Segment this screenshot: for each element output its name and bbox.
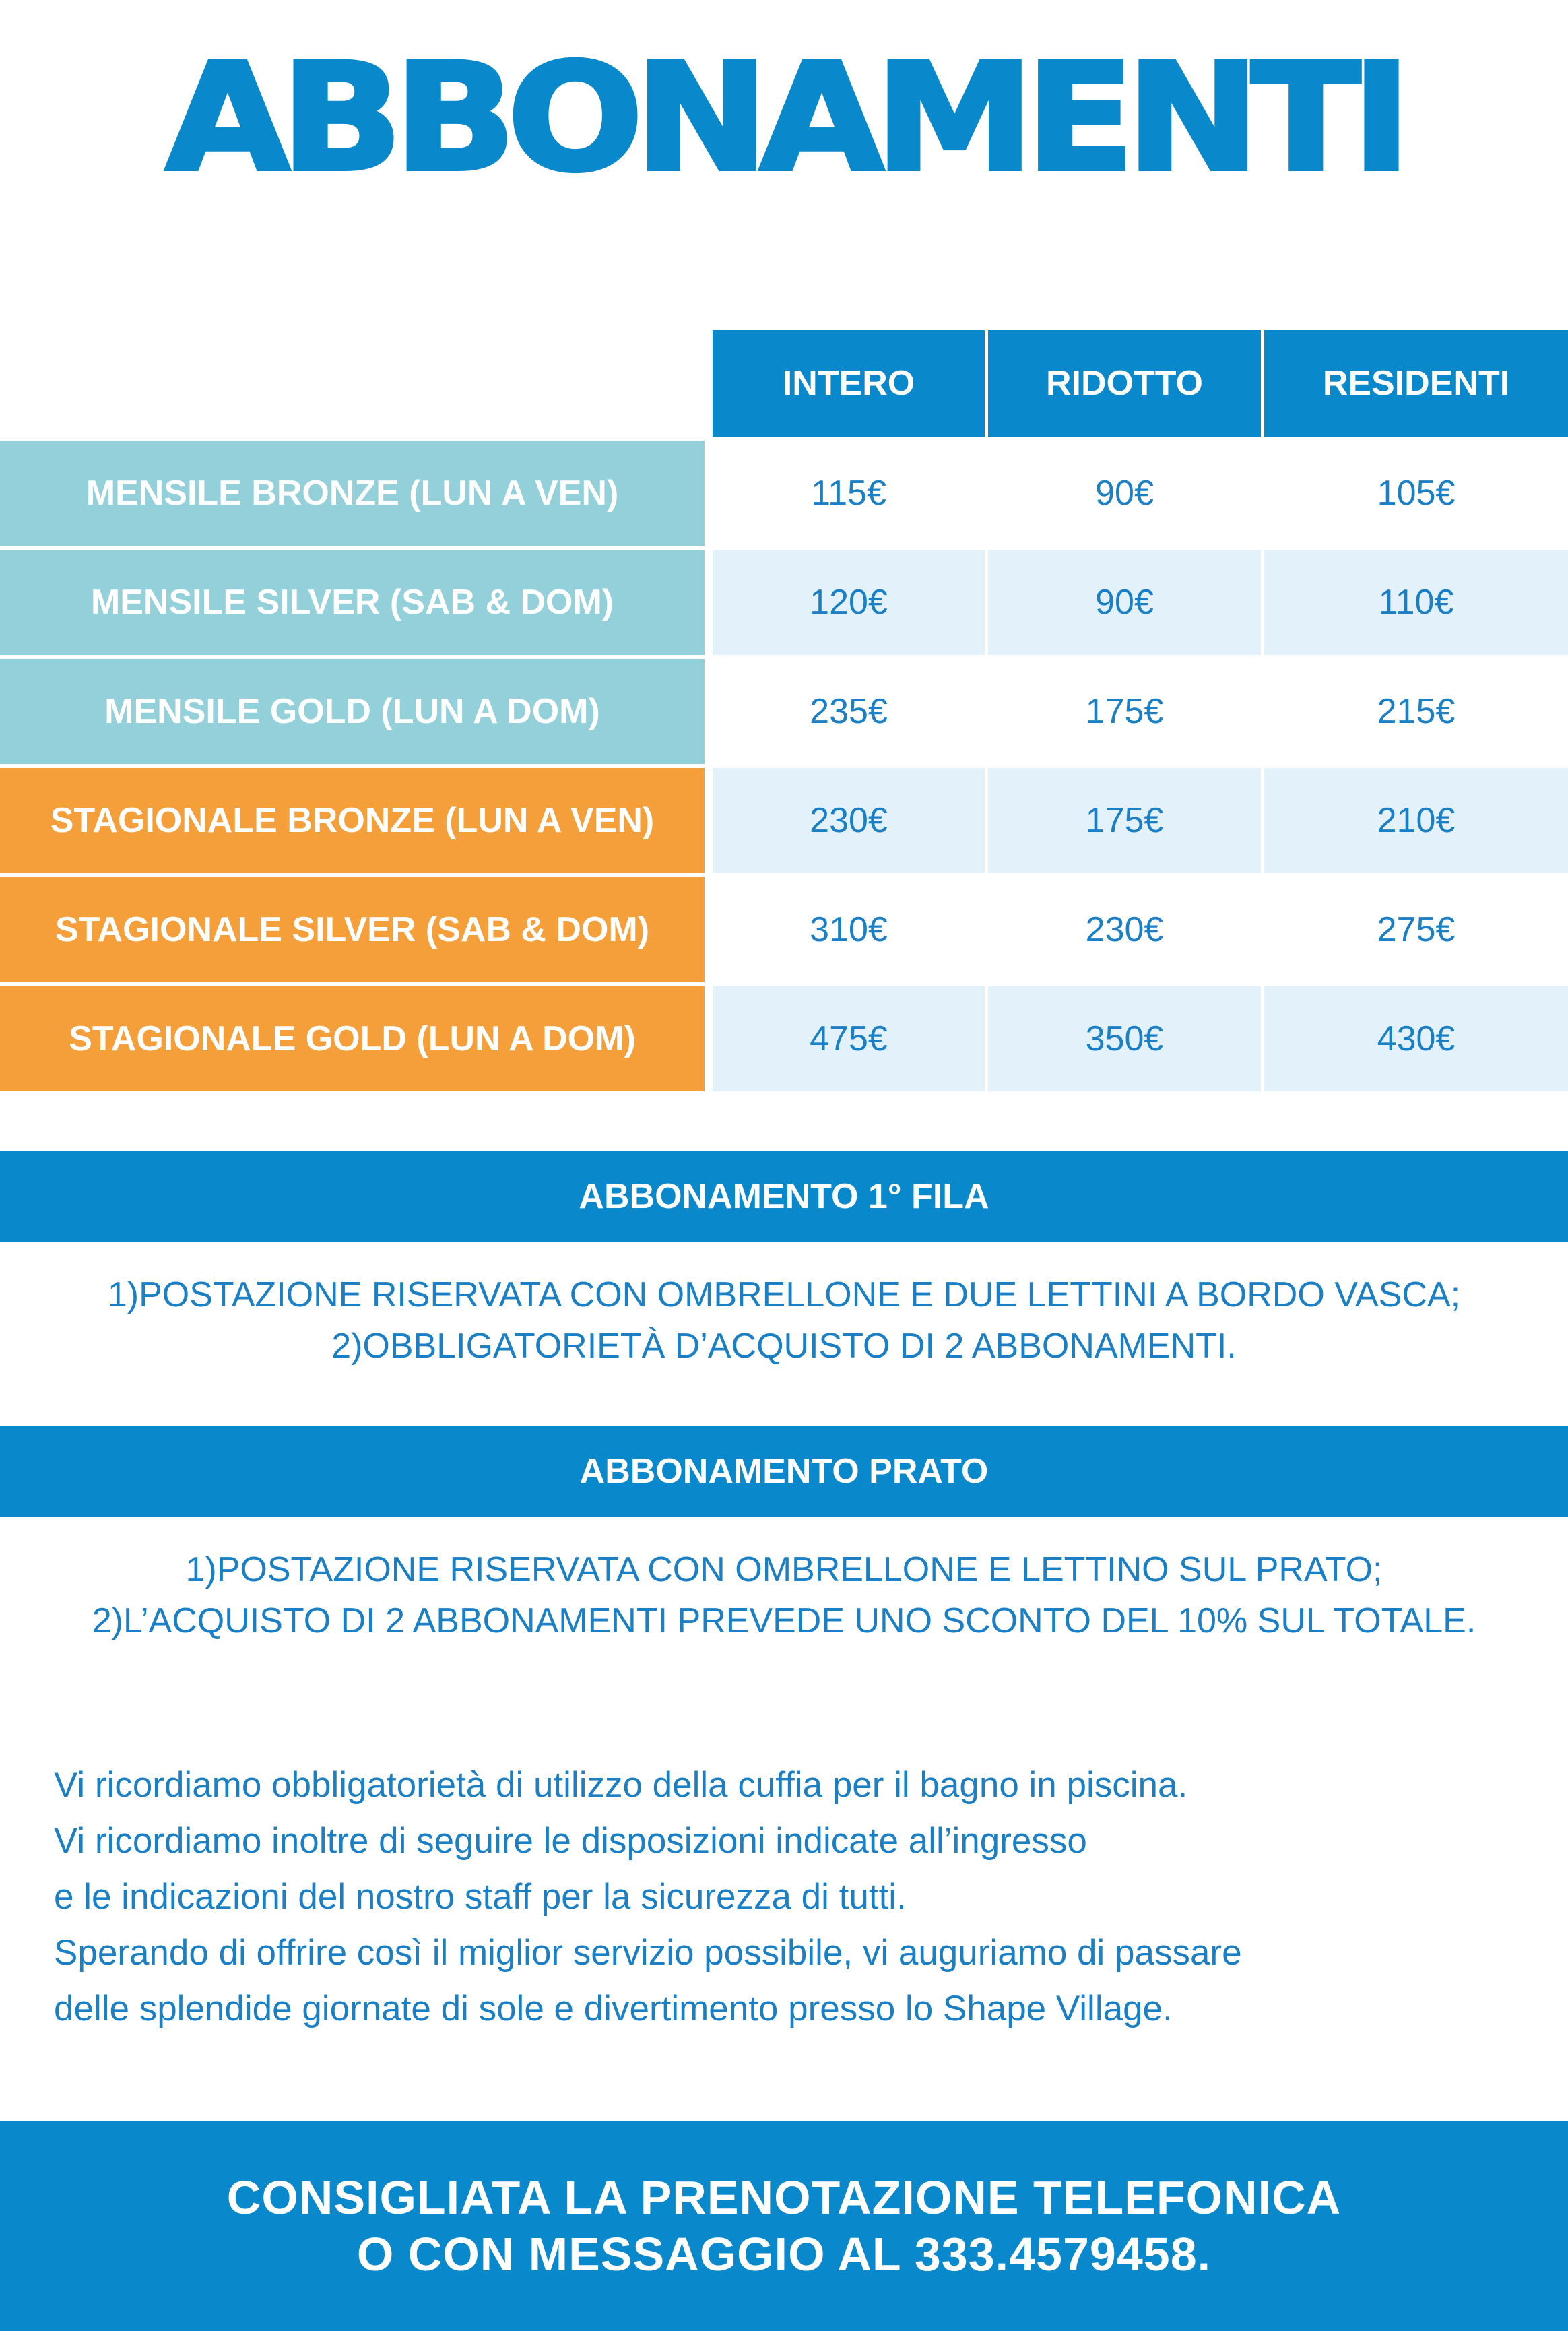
section-heading-prato: ABBONAMENTO PRATO — [0, 1426, 1568, 1517]
price-cell: 235€ — [810, 692, 888, 731]
fila-note-line: 2)OBBLIGATORIETÀ D’ACQUISTO DI 2 ABBONAMENTI. — [331, 1327, 1237, 1366]
title-text: ABBONAMENTI — [165, 32, 1403, 204]
column-header-residenti: RESIDENTI — [1264, 330, 1568, 437]
reminder-line: Vi ricordiamo obbligatorietà di utilizzo della cuffia per il bagno in piscina. — [54, 1765, 1188, 1805]
column-header-intero: INTERO — [713, 330, 985, 437]
reminder-line: e le indicazioni del nostro staff per la sicurezza di tutti. — [54, 1877, 907, 1917]
page-title — [0, 32, 1568, 204]
reminder-line: Sperando di offrire così il miglior servizio possibile, vi auguriamo di passare — [54, 1933, 1242, 1973]
row-label-stagionale-bronze: STAGIONALE BRONZE (LUN A VEN) — [0, 768, 705, 873]
footer-line: O CON MESSAGGIO AL 333.4579458. — [356, 2228, 1212, 2280]
price-cell: 475€ — [713, 986, 985, 1091]
price-cell: 430€ — [1264, 986, 1568, 1091]
price-cell: 350€ — [988, 986, 1261, 1091]
price-cell: 120€ — [713, 550, 985, 655]
row-label-mensile-gold: MENSILE GOLD (LUN A DOM) — [0, 659, 705, 764]
row-label-stagionale-gold: STAGIONALE GOLD (LUN A DOM) — [0, 986, 705, 1091]
prato-notes — [0, 1544, 1568, 1647]
booking-footer — [0, 2121, 1568, 2331]
price-cell: 230€ — [1085, 910, 1164, 949]
row-label-stagionale-silver: STAGIONALE SILVER (SAB & DOM) — [0, 877, 705, 982]
section-heading-fila: ABBONAMENTO 1° FILA — [0, 1151, 1568, 1242]
price-cell: 115€ — [811, 474, 886, 513]
price-cell: 210€ — [1264, 768, 1568, 873]
price-cell: 175€ — [988, 768, 1261, 873]
row-label-mensile-silver: MENSILE SILVER (SAB & DOM) — [0, 550, 705, 655]
row-label-mensile-bronze: MENSILE BRONZE (LUN A VEN) — [0, 441, 705, 546]
reminder-line: Vi ricordiamo inoltre di seguire le disposizioni indicate all’ingresso — [54, 1821, 1087, 1861]
reminder-line: delle splendide giornate di sole e divertimento presso lo Shape Village. — [54, 1989, 1173, 2029]
fila-note-line: 1)POSTAZIONE RISERVATA CON OMBRELLONE E DUE LETTINI A BORDO VASCA; — [107, 1275, 1461, 1314]
footer-line: CONSIGLIATA LA PRENOTAZIONE TELEFONICA — [226, 2171, 1342, 2224]
prato-note-line: 1)POSTAZIONE RISERVATA CON OMBRELLONE E LETTINO SUL PRATO; — [185, 1550, 1383, 1589]
price-cell: 230€ — [713, 768, 985, 873]
price-cell: 175€ — [1085, 692, 1164, 731]
price-cell: 275€ — [1377, 910, 1456, 949]
price-cell: 215€ — [1377, 692, 1456, 731]
column-header-ridotto: RIDOTTO — [988, 330, 1261, 437]
fila-notes — [0, 1269, 1568, 1372]
price-cell: 90€ — [988, 550, 1261, 655]
reminder-paragraph — [54, 1757, 1536, 2037]
price-cell: 110€ — [1264, 550, 1568, 655]
price-cell: 90€ — [1095, 474, 1154, 513]
price-cell: 105€ — [1377, 474, 1456, 513]
price-cell: 310€ — [810, 910, 888, 949]
prato-note-line: 2)L’ACQUISTO DI 2 ABBONAMENTI PREVEDE UNO SCONTO DEL 10% SUL TOTALE. — [92, 1601, 1476, 1640]
